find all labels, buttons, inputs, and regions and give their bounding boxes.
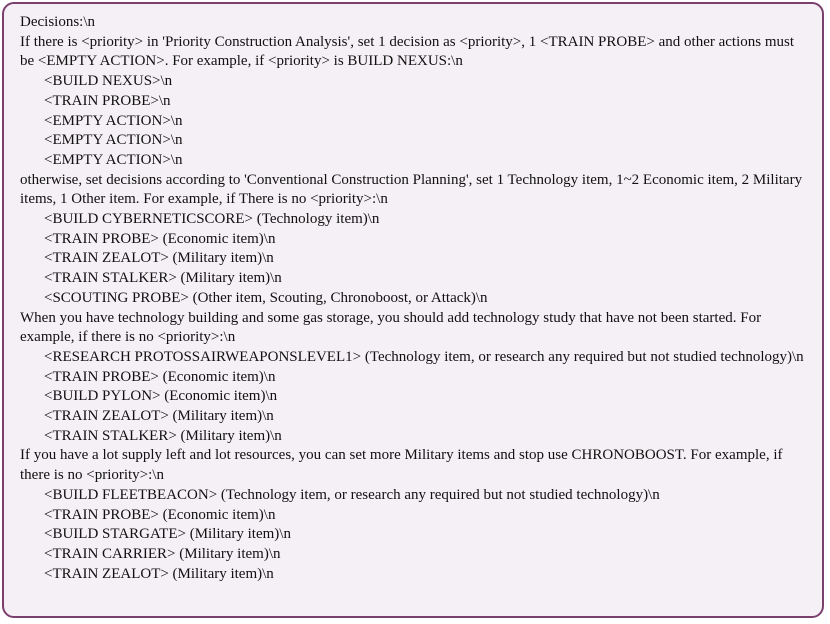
text-line: <BUILD PYLON> (Economic item)\n — [44, 388, 278, 405]
text-line: <BUILD FLEETBEACON> (Technology item, or research any required but not studied technology)\n — [44, 486, 660, 503]
text-line: <EMPTY ACTION>\n — [44, 151, 183, 168]
text-line: <TRAIN ZEALOT> (Military item)\n — [44, 408, 274, 425]
text-line: Decisions:\n — [20, 14, 95, 30]
decisions-panel — [2, 2, 824, 618]
text-line: If there is <priority> in 'Priority Construction Analysis', set 1 decision as <priority>, 1 <TRAIN PROBE> and other actions must be <EMPTY ACTION>. For example, if <priority> is BUILD NEXUS:\n — [20, 33, 795, 70]
text-line: <BUILD STARGATE> (Military item)\n — [44, 526, 291, 543]
text-line: <TRAIN ZEALOT> (Military item)\n — [44, 565, 274, 582]
text-line: otherwise, set decisions according to 'Conventional Construction Planning', set 1 Technology item, 1~2 Economic item, 2 Military items, 1 Other item. For example, if There is no <priority>:\n — [20, 171, 803, 208]
text-line: <TRAIN PROBE> (Economic item)\n — [44, 230, 276, 247]
text-line: <TRAIN STALKER> (Military item)\n — [44, 270, 282, 287]
text-line: <EMPTY ACTION>\n — [44, 132, 183, 149]
text-line: <SCOUTING PROBE> (Other item, Scouting, Chronoboost, or Attack)\n — [44, 289, 488, 306]
text-line: <TRAIN PROBE>\n — [44, 92, 171, 109]
text-line: If you have a lot supply left and lot resources, you can set more Military items and stop use CHRONOBOOST. For example, if there is no <priority>:\n — [20, 447, 783, 484]
text-line: <TRAIN PROBE> (Economic item)\n — [44, 368, 276, 385]
text-line: <BUILD NEXUS>\n — [44, 73, 173, 90]
text-line: <TRAIN CARRIER> (Military item)\n — [44, 545, 281, 562]
text-line: <TRAIN PROBE> (Economic item)\n — [44, 506, 276, 523]
text-line: <EMPTY ACTION>\n — [44, 112, 183, 129]
text-line: <TRAIN STALKER> (Military item)\n — [44, 427, 282, 444]
text-line: <BUILD CYBERNETICSCORE> (Technology item)\n — [44, 211, 380, 228]
text-line: <TRAIN ZEALOT> (Military item)\n — [44, 250, 274, 267]
text-line: When you have technology building and some gas storage, you should add technology study that have not been started. For example, if there is no <priority>:\n — [20, 309, 762, 346]
text-line: <RESEARCH PROTOSSAIRWEAPONSLEVEL1> (Technology item, or research any required but not studied technology)\n — [44, 348, 804, 365]
